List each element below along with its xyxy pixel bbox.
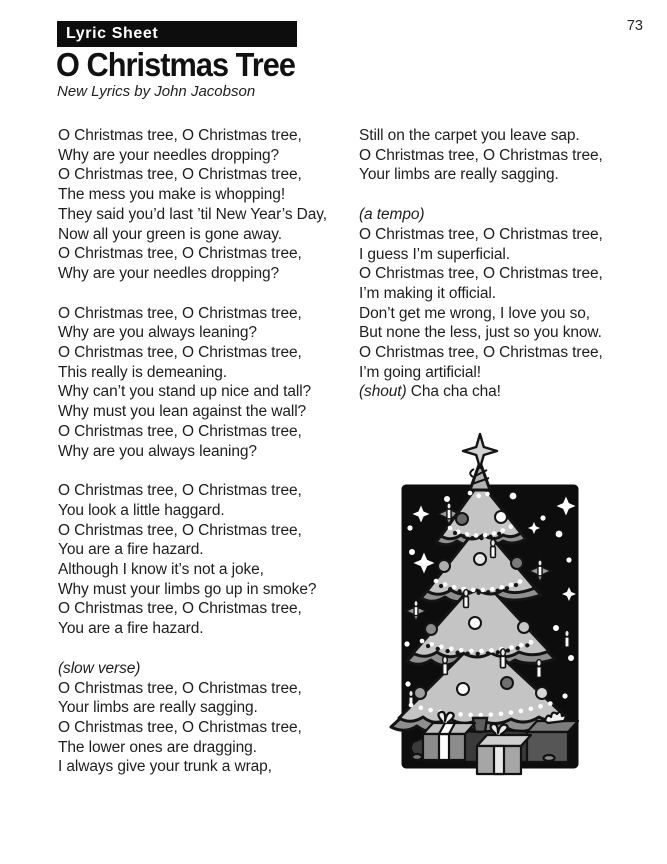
lyric-verse xyxy=(58,126,358,284)
lyric-line: O Christmas tree, O Christmas tree, xyxy=(58,344,302,362)
lyric-line: (slow verse) xyxy=(58,659,141,677)
lyric-line: Why are your needles dropping? xyxy=(58,264,280,282)
lyric-line: O Christmas tree, O Christmas tree, xyxy=(58,718,302,736)
lyric-line: The lower ones are dragging. xyxy=(58,738,257,756)
lyric-line: O Christmas tree, O Christmas tree, xyxy=(58,482,302,500)
christmas-tree-illustration xyxy=(383,432,595,790)
lyric-line: O Christmas tree, O Christmas tree, xyxy=(359,265,603,283)
lyric-line: O Christmas tree, O Christmas tree, xyxy=(58,166,302,184)
lyric-line: You are a fire hazard. xyxy=(58,620,204,638)
lyrics-left-column xyxy=(58,126,358,797)
lyric-line: I guess I’m superficial. xyxy=(359,245,510,263)
lyric-line: O Christmas tree, O Christmas tree, xyxy=(359,225,603,243)
lyric-verse xyxy=(359,205,659,402)
lyric-line: O Christmas tree, O Christmas tree, xyxy=(58,127,302,144)
lyric-line: Now all your green is gone away. xyxy=(58,225,282,243)
lyric-line: You are a fire hazard. xyxy=(58,541,204,559)
lyric-line: Why are your needles dropping? xyxy=(58,146,280,164)
lyric-line: Don’t get me wrong, I love you so, xyxy=(359,304,590,322)
lyric-line: O Christmas tree, O Christmas tree, xyxy=(58,679,302,697)
lyric-verse xyxy=(359,126,659,185)
lyric-verse xyxy=(58,481,358,639)
lyric-line: I always give your trunk a wrap, xyxy=(58,758,272,776)
page-number: 73 xyxy=(626,18,643,34)
lyric-line: They said you’d last ’til New Year’s Day, xyxy=(58,205,328,223)
lyric-line: I’m making it official. xyxy=(359,284,496,302)
lyric-sheet-tag-bar xyxy=(57,21,297,47)
lyric-line: Why can’t you stand up nice and tall? xyxy=(58,383,312,401)
lyric-line: But none the less, just so you know. xyxy=(359,324,602,342)
lyric-line: Your limbs are really sagging. xyxy=(58,699,258,717)
lyric-line: Although I know it’s not a joke, xyxy=(58,561,264,579)
lyric-line: Your limbs are really sagging. xyxy=(359,166,559,184)
lyric-line: You look a little haggard. xyxy=(58,501,225,519)
lyric-line: Why are you always leaning? xyxy=(58,442,257,460)
lyric-line: O Christmas tree, O Christmas tree, xyxy=(359,344,603,362)
lyric-line: O Christmas tree, O Christmas tree, xyxy=(58,521,302,539)
lyric-line: O Christmas tree, O Christmas tree, xyxy=(58,245,302,263)
lyric-line: Why are you always leaning? xyxy=(58,324,257,342)
lyric-verse xyxy=(58,304,358,462)
song-title: O Christmas Tree xyxy=(56,46,296,84)
lyric-line: I’m going artificial! xyxy=(359,363,481,381)
lyric-line: Still on the carpet you leave sap. xyxy=(359,127,580,144)
lyric-line: The mess you make is whopping! xyxy=(58,186,286,204)
lyric-line: This really is demeaning. xyxy=(58,363,227,381)
lyrics-right-column xyxy=(359,126,659,422)
tag-label: Lyric Sheet xyxy=(66,25,159,42)
lyric-line: (a tempo) xyxy=(359,206,425,224)
lyric-line: (shout) Cha cha cha! xyxy=(359,383,501,401)
lyric-line-cue: (shout) xyxy=(359,383,411,401)
lyric-line: O Christmas tree, O Christmas tree, xyxy=(58,304,302,322)
lyric-line: Why must your limbs go up in smoke? xyxy=(58,580,317,598)
lyric-verse xyxy=(58,659,358,777)
lyric-line: O Christmas tree, O Christmas tree, xyxy=(359,146,603,164)
lyric-line: O Christmas tree, O Christmas tree, xyxy=(58,600,302,618)
lyric-line: O Christmas tree, O Christmas tree, xyxy=(58,422,302,440)
byline: New Lyrics by John Jacobson xyxy=(57,83,256,100)
lyric-line: Why must you lean against the wall? xyxy=(58,403,307,421)
